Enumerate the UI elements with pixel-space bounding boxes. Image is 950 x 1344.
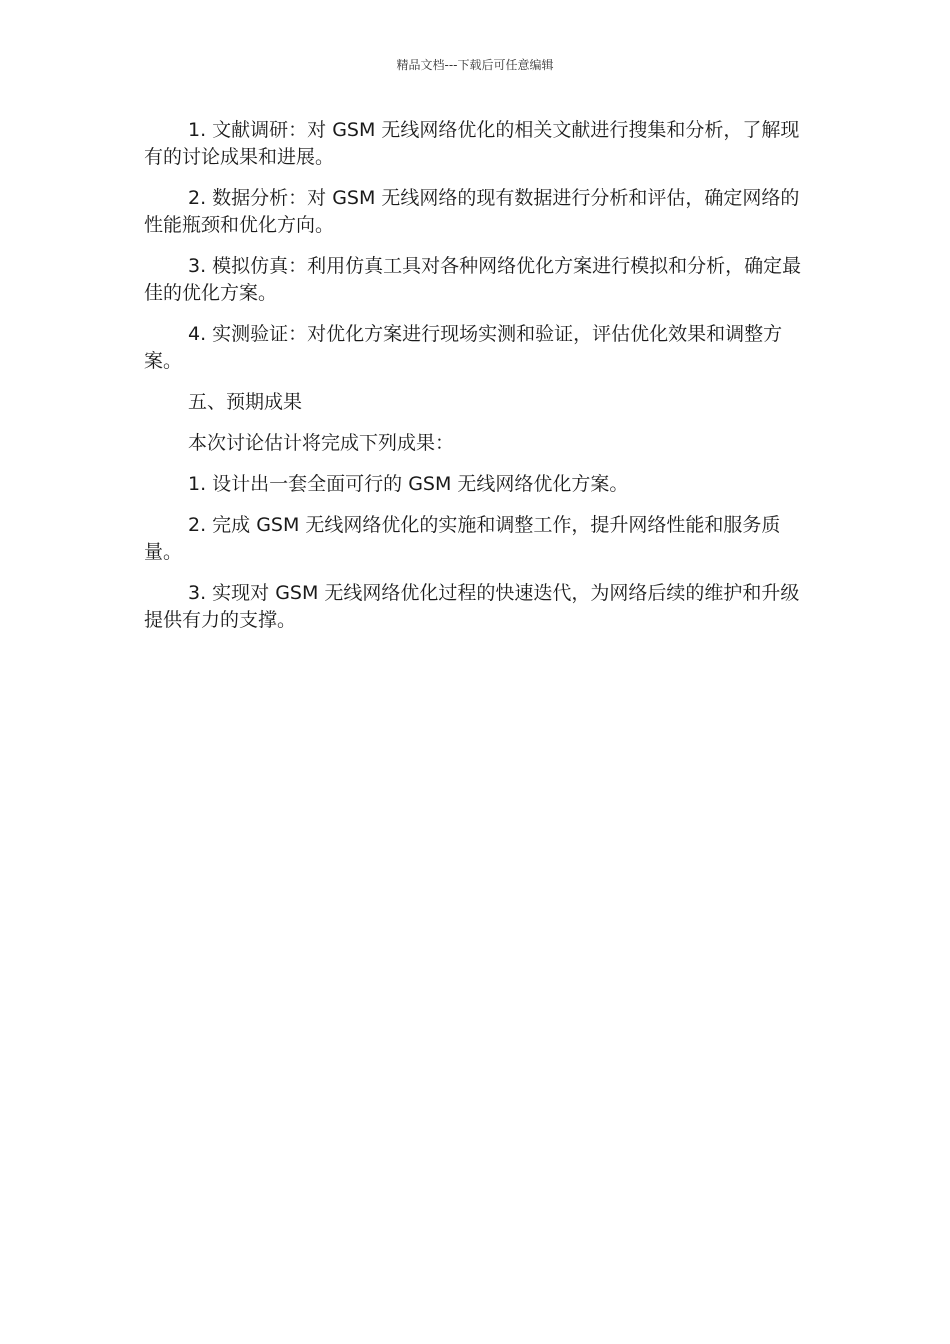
method-simulation: 3. 模拟仿真：利用仿真工具对各种网络优化方案进行模拟和分析，确定最佳的优化方案。 (144, 255, 802, 304)
method-literature-review: 1. 文献调研：对 GSM 无线网络优化的相关文献进行搜集和分析，了解现有的讨论成果和进展。 (144, 119, 800, 168)
result-item-1: 1. 设计出一套全面可行的 GSM 无线网络优化方案。 (188, 473, 629, 495)
document-body (144, 117, 804, 648)
section-heading-expected-results: 五、预期成果 (188, 391, 303, 413)
method-data-analysis: 2. 数据分析：对 GSM 无线网络的现有数据进行分析和评估，确定网络的性能瓶颈和优化方向。 (144, 187, 800, 236)
page-header: 精品文档---下载后可任意编辑 (396, 58, 554, 72)
method-field-verification: 4. 实测验证：对优化方案进行现场实测和验证，评估优化效果和调整方案。 (144, 323, 783, 372)
expected-results-intro: 本次讨论估计将完成下列成果： (188, 432, 455, 454)
result-item-2: 2. 完成 GSM 无线网络优化的实施和调整工作，提升网络性能和服务质量。 (144, 514, 781, 563)
result-item-3: 3. 实现对 GSM 无线网络优化过程的快速迭代，为网络后续的维护和升级提供有力的支撑。 (144, 582, 800, 631)
